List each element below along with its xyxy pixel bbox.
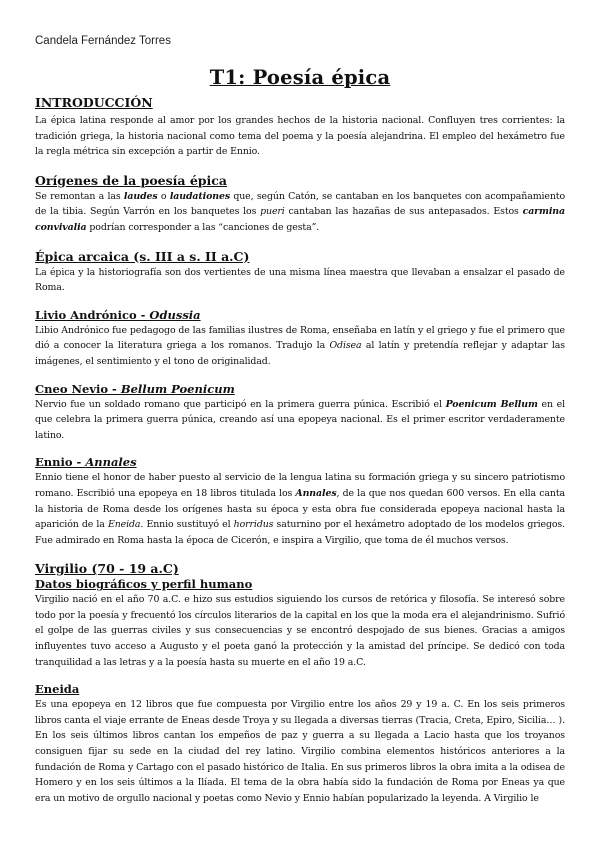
heading-cneo-nevio: Cneo Nevio - Bellum Poenicum: [35, 381, 235, 396]
heading-livio-andronico: Livio Andrónico - Odussia: [35, 307, 201, 322]
paragraph-eneida: Es una epopeya en 12 libros que fue compuesta por Virgilio entre los años 29 y 19 a. C. En los seis primeros libros canta el viaje errante de Eneas desde Troya y su llegada a diversas tierras (Tracia, Creta, Epiro, Sicilia… ). En los seis últimos libros cantan los empeños de paz y guerra a su llegada a Lacio hasta que los troyanos consiguen fijar su sede en la ciudad del rey latino. Virgilio combina elementos históricos anteriores a la fundación de Roma y Cartago con el pasado histórico de Italia. En sus primeros libros la obra imita a la odisea de Homero y en los seis últimos a la Ilíada. El tema de la obra había sido la fundación de Roma por Eneas ya que era un motivo de orgullo nacional y poetas como Nevio y Ennio habían popularizado la leyenda. A Virgilio le: [35, 699, 565, 804]
document-title: T1: Poesía épica: [209, 66, 391, 89]
heading-origenes: Orígenes de la poesía épica: [35, 172, 228, 188]
paragraph-epica-arcaica: La épica y la historiografía son dos vertientes de una misma línea maestra que llevaban a ensalzar el pasado de Roma.: [35, 266, 565, 294]
paragraph-introduccion: La épica latina responde al amor por los grandes hechos de la historia nacional. Confluyen tres corrientes: la tradición griega, la historia nacional como tema del poema y la poesía alejandrina. El empleo del hexámetro fue la regla métrica sin excepción a partir de Ennio.: [35, 115, 565, 158]
heading-virgilio: Virgilio (70 - 19 a.C): [35, 561, 179, 577]
heading-epica-arcaica: Épica arcaica (s. III a s. II a.C): [35, 248, 250, 264]
paragraph-livio-andronico: Libio Andrónico fue pedagogo de las familias ilustres de Roma, enseñaba en latín y el griego y fue el primero que dió a conocer la literatura griega a los romanos. Tradujo la Odisea al latín y pretendía reflejar y adaptar las imágenes, el sentimiento y el tono de originalidad.: [35, 324, 565, 367]
heading-eneida: Eneida: [35, 682, 80, 697]
paragraph-origenes: Se remontan a las laudes o laudationes que, según Catón, se cantaban en los banquetes con acompañamiento de la tibia. Según Varrón en los banquetes los pueri cantaban las hazañas de sus antepasados. Estos carmina convivalia podrían corresponder a las “canciones de gesta”.: [35, 190, 566, 233]
paragraph-ennio: Ennio tiene el honor de haber puesto al servicio de la lengua latina su formación griega y su sincero patriotismo romano. Escribió una epopeya en 18 libros titulada los Annales, de la que nos quedan 600 versos. En ella canta la historia de Roma desde los orígenes hasta su época y esta obra fue considerada epopeya nacional hasta la aparición de la Eneida. Ennio sustituyó el horridus saturnino por el hexámetro adoptado de los modelos griegos. Fue admirado en Roma hasta la época de Cicerón, e inspira a Virgilio, que toma de él muchos versos.: [35, 472, 565, 546]
heading-introduccion: INTRODUCCIÓN: [35, 95, 153, 110]
paragraph-virgilio: Virgilio nació en el año 70 a.C. e hizo sus estudios siguiendo los cursos de retórica y filosofía. Se interesó sobre todo por la poesía y frecuentó los círculos literarios de la capital en los que la moda era el alejandrinismo. Sufrió el golpe de las guerras civiles y sus consecuencias y se encontró despojado de sus bienes. Gracias a amigos influyentes tuvo acceso a Augusto y el poeta ganó la protección y la amistad del príncipe. Se dedicó con toda tranquilidad a las letras y a la poesía hasta su muerte en el año 19 a.C.: [35, 594, 565, 668]
paragraph-cneo-nevio: Nervio fue un soldado romano que participó en la primera guerra púnica. Escribió el Poenicum Bellum en el que celebra la primera guerra púnica, creando así una epopeya nacional. Es el primer escritor verdaderamente latino.: [35, 398, 565, 441]
document-body: [35, 94, 565, 806]
author-name: Candela Fernández Torres: [35, 35, 171, 47]
heading-datos-biograficos: Datos biográficos y perfil humano: [35, 577, 253, 592]
heading-ennio: Ennio - Annales: [35, 455, 137, 470]
